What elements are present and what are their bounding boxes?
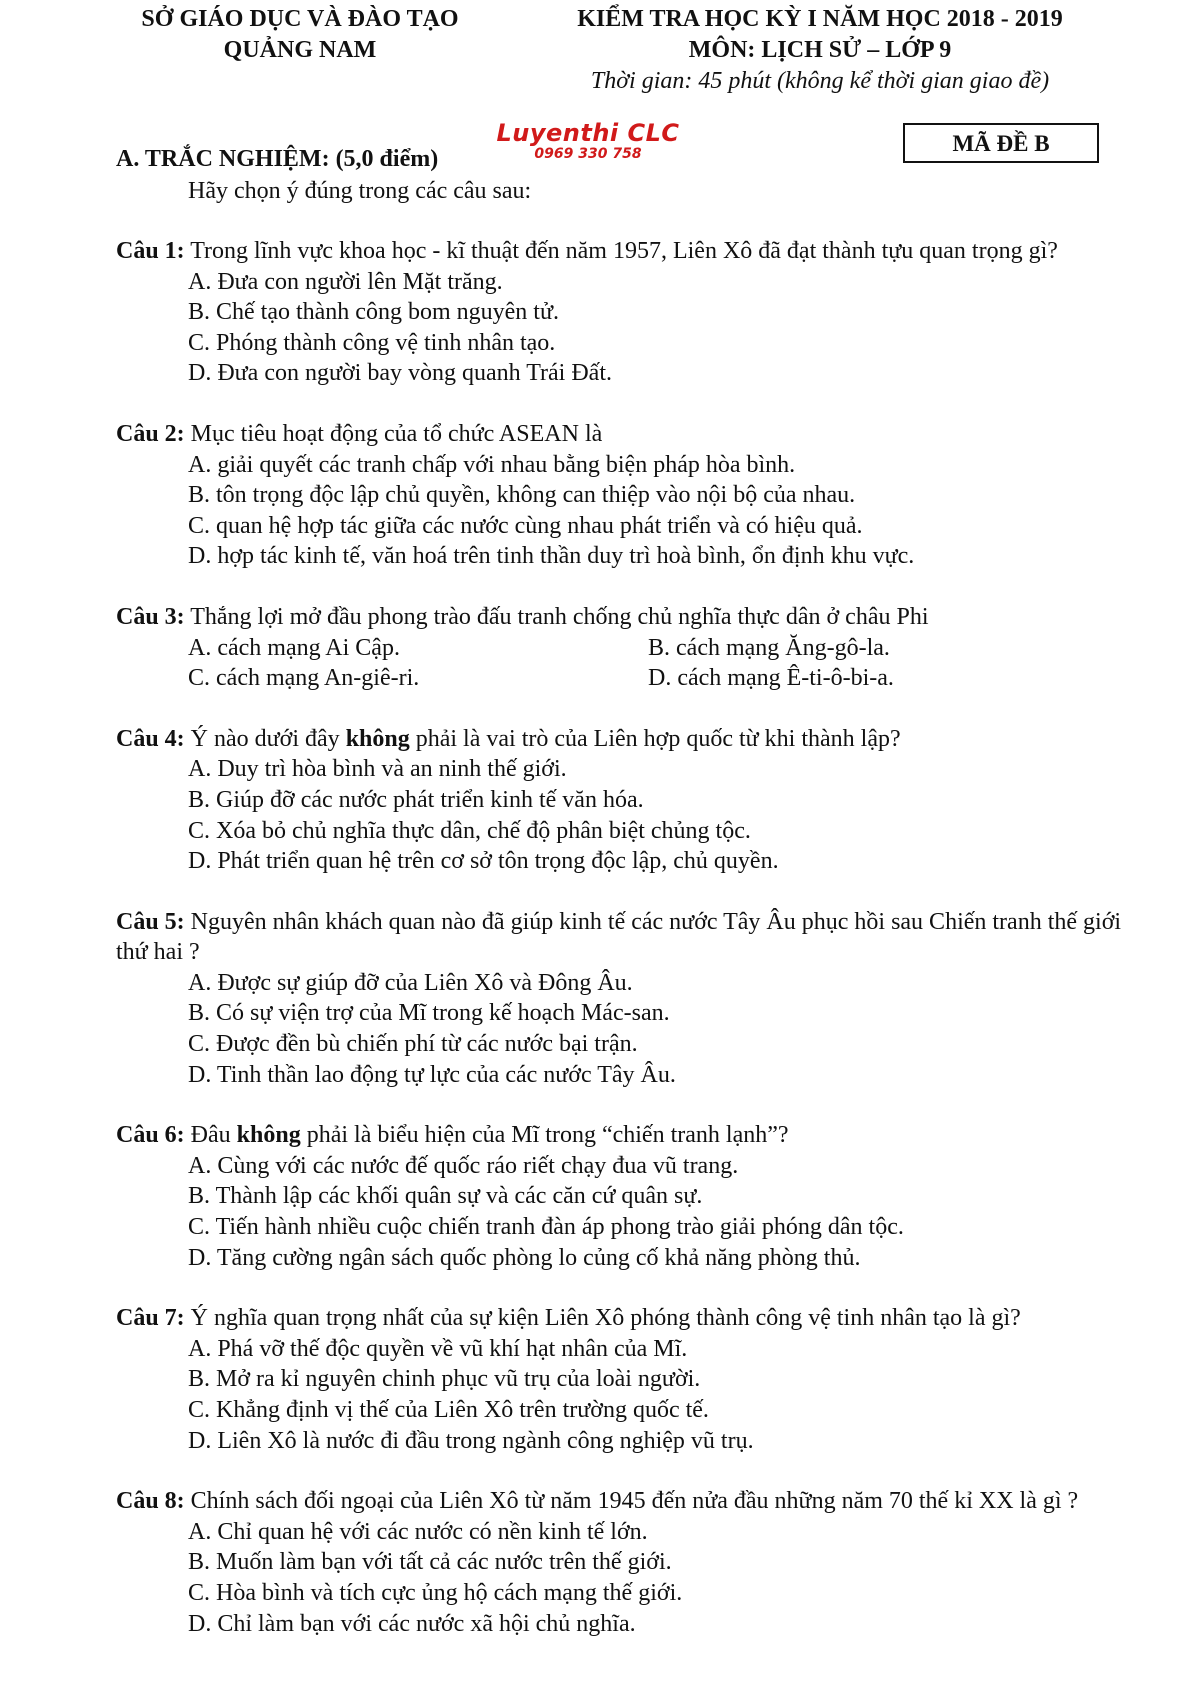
- question-stem: [116, 724, 1126, 755]
- watermark-brand: Luyenthi CLC: [496, 119, 680, 147]
- option-d: D. Tăng cường ngân sách quốc phòng lo củng cố khả năng phòng thủ.: [188, 1244, 861, 1271]
- question-stem: [116, 419, 1126, 450]
- option-c: C. quan hệ hợp tác giữa các nước cùng nhau phát triển và có hiệu quả.: [188, 512, 863, 539]
- option-c: C. Được đền bù chiến phí từ các nước bại trận.: [188, 1031, 638, 1058]
- option-a: A. Đưa con người lên Mặt trăng.: [188, 268, 503, 295]
- question-label: Câu 4:: [116, 725, 185, 752]
- question-label: Câu 8:: [116, 1488, 185, 1515]
- option-a: A. Chỉ quan hệ với các nước có nền kinh tế lớn.: [188, 1518, 648, 1545]
- option-d: D. cách mạng Ê-ti-ô-bi-a.: [648, 665, 894, 692]
- option-a: A. cách mạng Ai Cập.: [188, 634, 400, 661]
- option-d: D. hợp tác kinh tế, văn hoá trên tinh thần duy trì hoà bình, ổn định khu vực.: [188, 543, 915, 570]
- section-instruction: Hãy chọn ý đúng trong các câu sau:: [188, 178, 532, 204]
- option-d: D. Tinh thần lao động tự lực của các nước Tây Âu.: [188, 1061, 676, 1088]
- question-label: Câu 1:: [116, 238, 185, 264]
- option-a: A. Được sự giúp đỡ của Liên Xô và Đông Âu.: [188, 969, 633, 996]
- question-2: [116, 419, 1126, 572]
- watermark-logo: [468, 121, 708, 161]
- department-header: [110, 4, 490, 66]
- question-text: Ý nghĩa quan trọng nhất của sự kiện Liên Xô phóng thành công vệ tinh nhân tạo là gì?: [184, 1305, 1021, 1332]
- question-text: Mục tiêu hoạt động của tổ chức ASEAN là: [184, 420, 603, 447]
- option-b: B. tôn trọng độc lập chủ quyền, không can thiệp vào nội bộ của nhau.: [188, 482, 856, 509]
- option-d: D. Chỉ làm bạn với các nước xã hội chủ nghĩa.: [188, 1610, 636, 1637]
- option-a: A. Cùng với các nước đế quốc ráo riết chạy đua vũ trang.: [188, 1152, 739, 1179]
- question-text-after: phải là vai trò của Liên hợp quốc từ khi thành lập?: [409, 725, 901, 752]
- question-stem: [116, 1120, 1126, 1151]
- exam-header: [540, 4, 1100, 97]
- question-4: [116, 724, 1126, 877]
- option-c: C. Khẳng định vị thế của Liên Xô trên trường quốc tế.: [188, 1397, 709, 1423]
- option-c: C. Phóng thành công vệ tinh nhân tạo.: [188, 329, 556, 356]
- question-list: [116, 236, 1126, 1669]
- province-name: QUẢNG NAM: [223, 37, 377, 63]
- question-8: [116, 1486, 1126, 1639]
- question-stem: [116, 1303, 1126, 1334]
- question-text-before: Đâu: [184, 1122, 237, 1149]
- option-d: D. Liên Xô là nước đi đầu trong ngành công nghiệp vũ trụ.: [188, 1427, 754, 1454]
- question-text-before: Ý nào dưới đây: [184, 725, 346, 752]
- question-1: [116, 236, 1126, 389]
- option-a: A. Phá vỡ thế độc quyền về vũ khí hạt nhân của Mĩ.: [188, 1335, 688, 1362]
- question-emphasis: không: [345, 725, 410, 752]
- option-grid: [116, 633, 1126, 694]
- question-6: [116, 1120, 1126, 1273]
- question-3: [116, 602, 1126, 694]
- question-label: Câu 7:: [116, 1305, 185, 1332]
- option-b: B. Giúp đỡ các nước phát triển kinh tế văn hóa.: [188, 786, 644, 813]
- question-text: Thắng lợi mở đầu phong trào đấu tranh chống chủ nghĩa thực dân ở châu Phi: [184, 603, 929, 630]
- question-text: Chính sách đối ngoại của Liên Xô từ năm 1945 đến nửa đầu những năm 70 thế kỉ XX là gì ?: [184, 1488, 1079, 1515]
- department-name: SỞ GIÁO DỤC VÀ ĐÀO TẠO: [141, 6, 459, 32]
- question-stem: [116, 236, 1126, 267]
- subject-line: MÔN: LỊCH SỬ – LỚP 9: [688, 37, 952, 63]
- question-5: [116, 907, 1126, 1091]
- question-text: Trong lĩnh vực khoa học - kĩ thuật đến năm 1957, Liên Xô đã đạt thành tựu quan trọng gì?: [184, 238, 1058, 264]
- section-title: A. TRẮC NGHIỆM: (5,0 điểm): [116, 146, 439, 172]
- option-b: B. Thành lập các khối quân sự và các căn cứ quân sự.: [188, 1183, 703, 1210]
- question-label: Câu 2:: [116, 420, 185, 447]
- exam-title: KIỂM TRA HỌC KỲ I NĂM HỌC 2018 - 2019: [577, 6, 1063, 32]
- option-c: C. cách mạng An-giê-ri.: [188, 665, 420, 692]
- option-a: A. Duy trì hòa bình và an ninh thế giới.: [188, 756, 567, 783]
- question-stem: [116, 602, 1126, 633]
- question-emphasis: không: [236, 1122, 301, 1149]
- exam-code-box: MÃ ĐỀ B: [903, 123, 1099, 163]
- option-b: B. Muốn làm bạn với tất cả các nước trên thế giới.: [188, 1549, 672, 1576]
- question-text-after: phải là biểu hiện của Mĩ trong “chiến tranh lạnh”?: [300, 1122, 789, 1149]
- time-limit: Thời gian: 45 phút (không kể thời gian giao đề): [590, 68, 1050, 94]
- option-d: D. Đưa con người bay vòng quanh Trái Đất.: [188, 360, 612, 387]
- option-b: B. Mở ra kỉ nguyên chinh phục vũ trụ của loài người.: [188, 1366, 701, 1393]
- option-b: B. Có sự viện trợ của Mĩ trong kế hoạch Mác-san.: [188, 1000, 670, 1027]
- question-label: Câu 6:: [116, 1122, 185, 1149]
- question-stem: [116, 907, 1126, 968]
- question-7: [116, 1303, 1126, 1456]
- question-label: Câu 3:: [116, 603, 185, 630]
- question-label: Câu 5:: [116, 908, 185, 935]
- option-c: C. Xóa bỏ chủ nghĩa thực dân, chế độ phân biệt chủng tộc.: [188, 817, 751, 844]
- question-text: Nguyên nhân khách quan nào đã giúp kinh tế các nước Tây Âu phục hồi sau Chiến tranh thế giới thứ hai ?: [116, 908, 1122, 966]
- option-c: C. Tiến hành nhiều cuộc chiến tranh đàn áp phong trào giải phóng dân tộc.: [188, 1214, 904, 1241]
- question-stem: [116, 1486, 1126, 1517]
- option-c: C. Hòa bình và tích cực ủng hộ cách mạng thế giới.: [188, 1579, 683, 1606]
- option-b: B. Chế tạo thành công bom nguyên tử.: [188, 299, 559, 326]
- watermark-phone: 0969 330 758: [534, 146, 642, 162]
- option-a: A. giải quyết các tranh chấp với nhau bằng biện pháp hòa bình.: [188, 451, 796, 478]
- option-b: B. cách mạng Ăng-gô-la.: [648, 634, 890, 661]
- option-d: D. Phát triển quan hệ trên cơ sở tôn trọng độc lập, chủ quyền.: [188, 848, 779, 875]
